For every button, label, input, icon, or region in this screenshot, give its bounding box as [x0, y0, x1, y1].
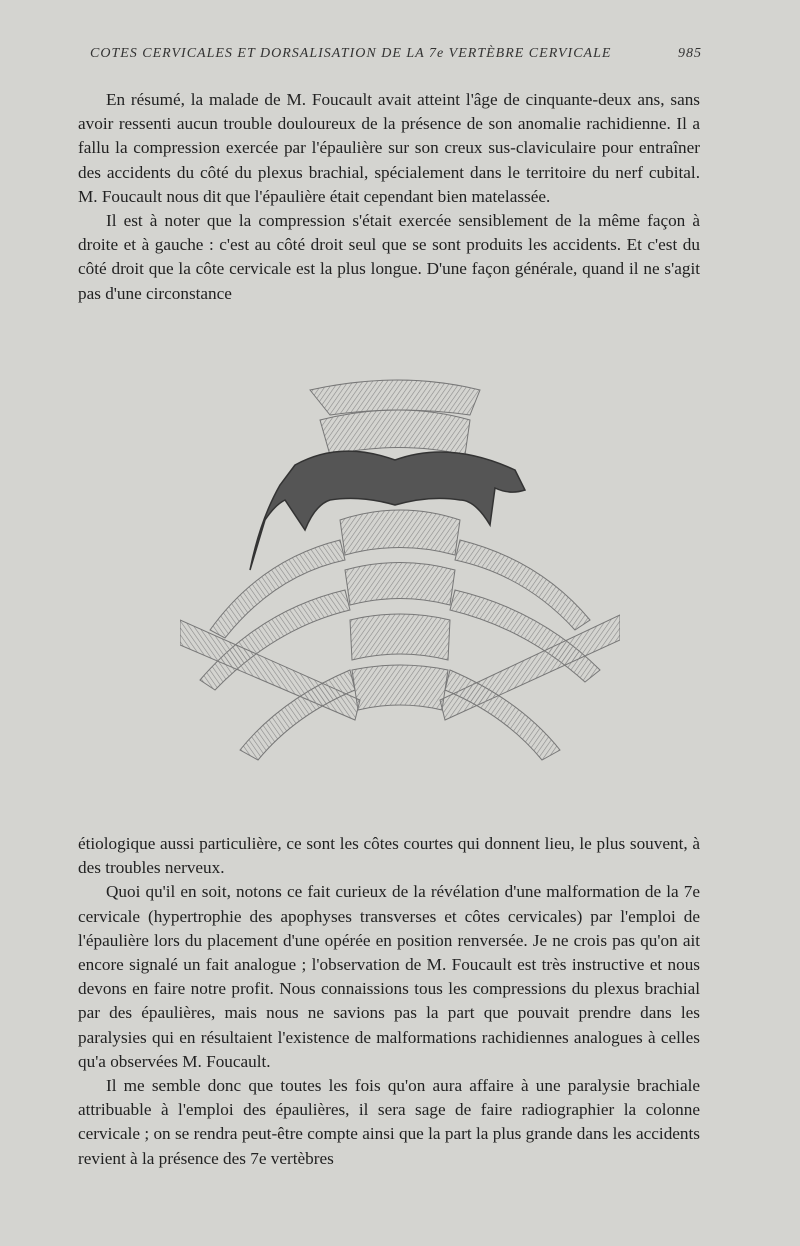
vertebra-t1: [340, 510, 460, 555]
paragraph-1: En résumé, la malade de M. Foucault avait atteint l'âge de cinquante-deux ans, sans avoir ressenti aucun trouble douloureux de la présence de son anomalie rachidienne. Il a fallu la compression exercée par l'épaulière sur son creux sus-claviculaire pour entraîner des accidents du côté du plexus brachial, spécialement dans le territoire du nerf cubital. M. Foucault nous dit que l'épaulière était cependant bien matelassée.: [78, 90, 700, 206]
paragraph-2-start: Il est à noter que la compression s'était exercée sensiblement de la même façon à droite et à gauche : c'est au côté droit seul que se sont produits les accidents. Et c'est du côté droit que la côte cervicale est la plus longue. D'une façon générale, quand il ne s'agit pas d'une circonstance: [78, 211, 700, 303]
running-header: [90, 46, 702, 62]
text-block-top: [78, 88, 700, 306]
spine-ribs-figure: [180, 370, 620, 780]
vertebra-c6: [320, 410, 470, 455]
vertebra-t3: [350, 614, 450, 660]
text-block-bottom: [78, 832, 700, 1171]
running-title: COTES CERVICALES ET DORSALISATION DE LA 7e VERTÈBRE CERVICALE: [90, 46, 612, 61]
paragraph-4: Il me semble donc que toutes les fois qu'on aura affaire à une paralysie brachiale attribuable à l'emploi des épaulières, il sera sage de faire radiographier la colonne cervicale ; on se rendra peut-être compte ainsi que la part la plus grande dans les accidents revient à la présence des 7e vertèbres: [78, 1076, 700, 1168]
paragraph-3: Quoi qu'il en soit, notons ce fait curieux de la révélation d'une malformation de la 7e cervicale (hypertrophie des apophyses transverses et côtes cervicales) par l'emploi de l'épaulière lors du placement d'une opérée en position renversée. Je ne crois pas qu'on ait encore signalé un fait analogue ; l'observation de M. Foucault est très instructive et nous devons en faire notre profit. Nous connaissions tous les compressions du plexus brachial par des épaulières, mais nous ne savions pas la part que pouvait prendre dans les paralysies qui en résultaient l'existence de malformations rachidiennes analogues à celles qu'a observées M. Foucault.: [78, 882, 700, 1071]
paragraph-2-end: étiologique aussi particulière, ce sont les côtes courtes qui donnent lieu, le plus souvent, à des troubles nerveux.: [78, 834, 700, 878]
vertebra-t4: [352, 665, 448, 710]
vertebra-t2: [345, 563, 455, 606]
page-number: 985: [678, 46, 702, 61]
